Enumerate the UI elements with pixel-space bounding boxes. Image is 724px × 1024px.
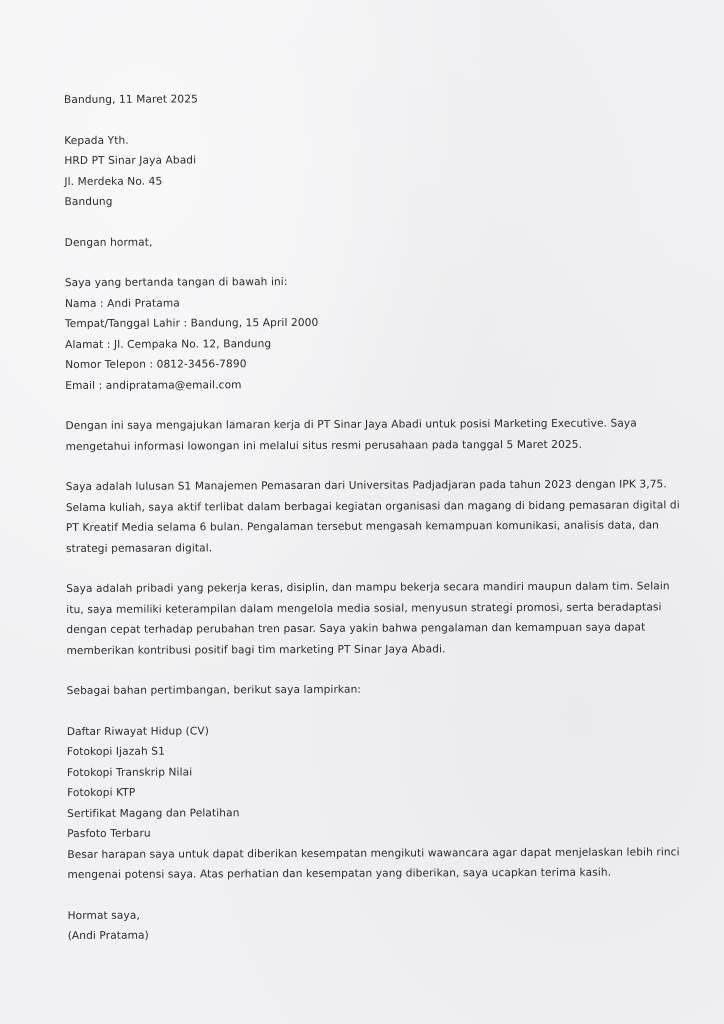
attachment-item: Sertifikat Magang dan Pelatihan: [67, 806, 240, 820]
attachment-item: Fotokopi KTP: [67, 786, 136, 799]
recipient-line: Bandung: [64, 195, 113, 208]
attachment-item: Daftar Riwayat Hidup (CV): [66, 724, 209, 738]
identity-line: Tempat/Tanggal Lahir : Bandung, 15 April 2000: [64, 316, 319, 330]
attachments-intro: Sebagai bahan pertimbangan, berikut saya lampirkan:: [66, 683, 362, 697]
application-letter: [64, 87, 688, 946]
attachments-list: [67, 719, 688, 845]
intro-line: Saya yang bertanda tangan di bawah ini:: [64, 276, 288, 289]
paragraph-closing: Besar harapan saya untuk dapat diberikan kesempatan mengikuti wawancara agar dapat menjelaskan lebih rinci mengenai potensi saya. Atas perhatian dan kesempatan yang diberikan, saya ucapkan terima kasih.: [67, 845, 680, 881]
signature-name: (Andi Pratama): [67, 929, 149, 942]
recipient-block: [64, 128, 684, 213]
paragraph-application: Dengan ini saya mengajukan lamaran kerja di PT Sinar Jaya Abadi untuk posisi Marketing Executive. Saya mengetahui informasi lowongan ini melalui situs resmi perusahaan pada tanggal 5 Maret 2025.: [65, 417, 637, 453]
closing-salutation: Hormat saya,: [67, 909, 140, 922]
identity-line: Alamat : Jl. Cempaka No. 12, Bandung: [65, 337, 272, 351]
paragraph-personality: Saya adalah pribadi yang pekerja keras, disiplin, dan mampu bekerja secara mandiri maupun dalam tim. Selain itu, saya memiliki keterampilan dalam mengelola media sosial, menyusun strategi promosi, serta beradaptasi dengan cepat terhadap perubahan tren pasar. Saya yakin bahwa pengalaman dan kemampuan saya dapat memberikan kontribusi positif bagi tim marketing PT Sinar Jaya Abadi.: [66, 580, 670, 657]
paragraph-education: Saya adalah lulusan S1 Manajemen Pemasaran dari Universitas Padjadjaran pada tahun 2023 dengan IPK 3,75. Selama kuliah, saya aktif terlibat dalam berbagai kegiatan organisasi dan magang di bidang pemasaran digital di PT Kreatif Media selama 6 bulan. Pengalaman tersebut mengasah kemampuan komunikasi, analisis data, dan strategi pemasaran digital.: [65, 478, 680, 555]
greeting: Dengan hormat,: [64, 236, 153, 249]
recipient-line: Jl. Merdeka No. 45: [64, 175, 163, 188]
recipient-line: Kepada Yth.: [64, 134, 129, 147]
recipient-line: HRD PT Sinar Jaya Abadi: [64, 154, 197, 167]
place-date: Bandung, 11 Maret 2025: [64, 93, 198, 106]
identity-line: Nama : Andi Pratama: [64, 296, 180, 310]
identity-line: Email : andipratama@email.com: [65, 378, 242, 392]
identity-line: Nomor Telepon : 0812-3456-7890: [65, 358, 247, 371]
attachment-item: Fotokopi Transkrip Nilai: [66, 765, 193, 779]
attachment-item: Fotokopi Ijazah S1: [66, 745, 165, 758]
attachment-item: Pasfoto Terbaru: [67, 827, 151, 840]
identity-block: [65, 291, 685, 396]
